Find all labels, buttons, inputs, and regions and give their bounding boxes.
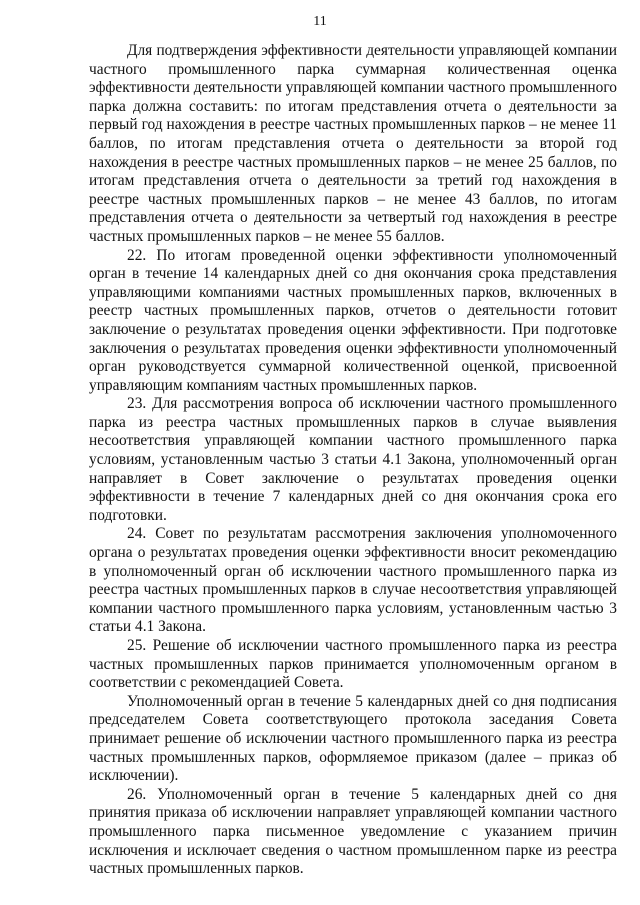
document-body	[89, 42, 617, 879]
paragraph-26: 26. Уполномоченный орган в течение 5 календарных дней со дня принятия приказа об исключении направляет управляющей компании частного промышленного парка письменное уведомление с указанием причин исключения и исключает сведения о частном промышленном парке из реестра частных промышленных парков.	[89, 785, 617, 878]
paragraph-22: 22. По итогам проведенной оценки эффективности уполномоченный орган в течение 14 календарных дней со дня окончания срока представления управляющими компаниями частных промышленных парков, включенных в реестр частных промышленных парков, отчетов о деятельности готовит заключение о результатах проведения оценки эффективности. При подготовке заключения о результатах проведения оценки эффективности уполномоченный орган руководствуется суммарной количественной оценкой, присвоенной управляющим компаниям частных промышленных парков.	[89, 246, 617, 394]
paragraph-24: 24. Совет по результатам рассмотрения заключения уполномоченного органа о результатах проведения оценки эффективности вносит рекомендацию в уполномоченный орган об исключении частного промышленного парка из реестра частных промышленных парков в случае несоответствия управляющей компании частного промышленного парка условиям, установленным частью 3 статьи 4.1 Закона.	[89, 525, 617, 636]
paragraph-25-decision: Уполномоченный орган в течение 5 календарных дней со дня подписания председателем Совета соответствующего протокола заседания Совета принимает решение об исключении частного промышленного парка из реестра частных промышленных парков, оформляемое приказом (далее – приказ об исключении).	[89, 692, 617, 785]
paragraph-23: 23. Для рассмотрения вопроса об исключении частного промышленного парка из реестра частных промышленных парков в случае выявления несоответствия управляющей компании частного промышленного парка условиям, установленным частью 3 статьи 4.1 Закона, уполномоченный орган направляет в Совет заключение о результатах проведения оценки эффективности в течение 7 календарных дней со дня окончания срока его подготовки.	[89, 395, 617, 524]
page-number: 11	[313, 14, 327, 29]
paragraph-efficiency-threshold: Для подтверждения эффективности деятельности управляющей компании частного промышленного парка суммарная количественная оценка эффективности деятельности управляющей компании частного промышленного парка должна составить: по итогам представления отчета о деятельности за первый год нахождения в реестре частных промышленных парков – не менее 11 баллов, по итогам представления отчета о деятельности за второй год нахождения в реестре частных промышленных парков – не менее 25 баллов, по итогам представления отчета о деятельности за третий год нахождения в реестре частных промышленных парков – не менее 43 баллов, по итогам представления отчета о деятельности за четвертый год нахождения в реестре частных промышленных парков – не менее 55 баллов.	[89, 42, 617, 245]
paragraph-25: 25. Решение об исключении частного промышленного парка из реестра частных промышленных парков принимается уполномоченным органом в соответствии с рекомендацией Совета.	[89, 637, 617, 692]
